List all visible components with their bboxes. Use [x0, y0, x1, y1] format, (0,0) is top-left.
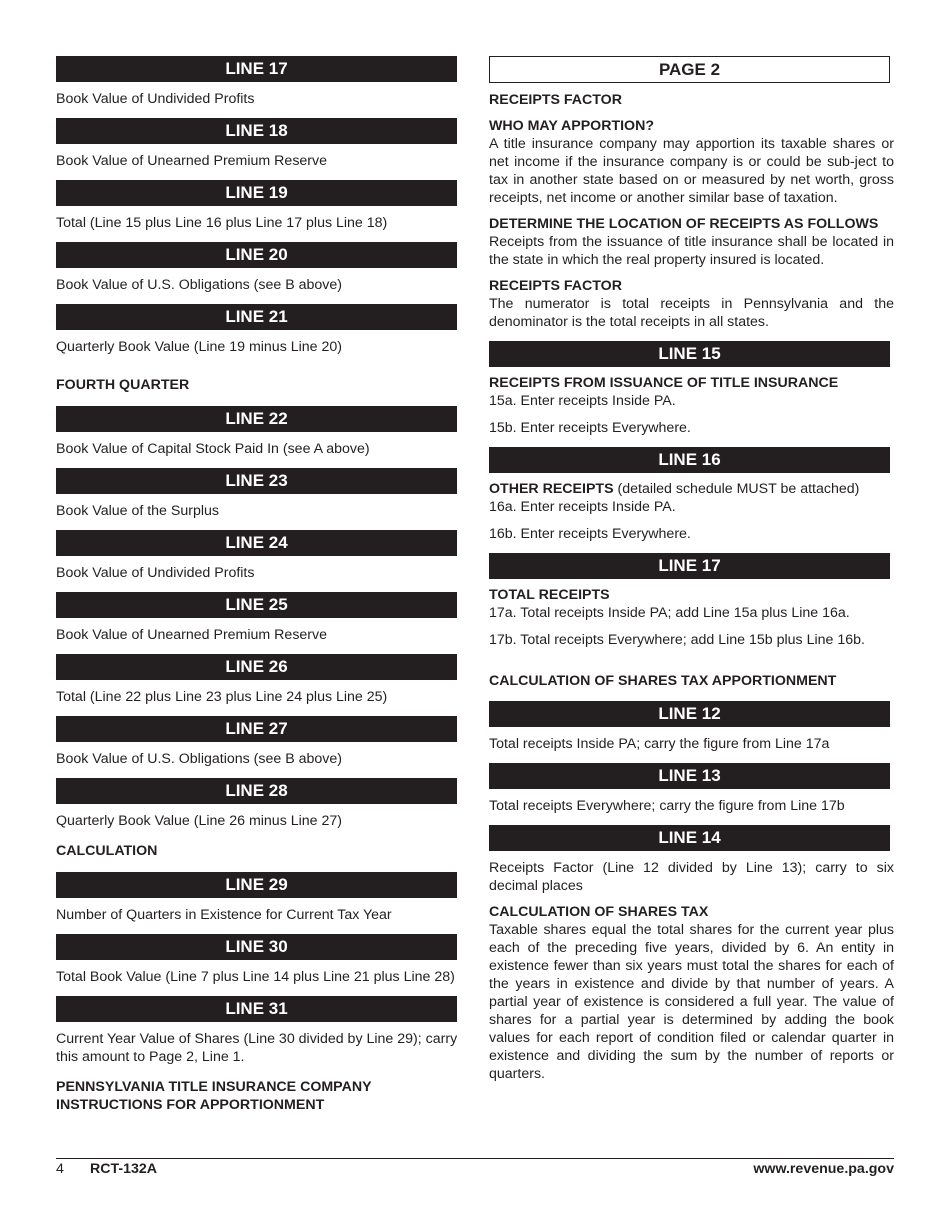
line-25-header: LINE 25 [56, 592, 457, 618]
who-may-apportion-text: A title insurance company may apportion its taxable shares or net income if the insurance company is or could be sub-ject to tax in another state based on or measured by net worth, gross receipts, net income or another similar base of taxation. [489, 136, 894, 206]
line-27-header: LINE 27 [56, 716, 457, 742]
right-column [489, 56, 894, 1083]
line-14-description: Receipts Factor (Line 12 divided by Line 13); carry to six decimal places [489, 860, 894, 894]
who-may-apportion-heading: WHO MAY APPORTION? [489, 118, 655, 134]
footer-rule [56, 1158, 894, 1159]
receipts-factor-heading-2: RECEIPTS FACTOR [489, 278, 622, 294]
line-18-description: Book Value of Unearned Premium Reserve [56, 153, 328, 169]
line-20-header: LINE 20 [56, 242, 457, 268]
line-21-header: LINE 21 [56, 304, 457, 330]
calculation-heading: CALCULATION [56, 843, 158, 859]
footer-form-id: RCT-132A [90, 1161, 158, 1177]
line-19-header: LINE 19 [56, 180, 457, 206]
receipts-factor-heading: RECEIPTS FACTOR [489, 92, 622, 108]
line-15-heading: RECEIPTS FROM ISSUANCE OF TITLE INSURANCE [489, 375, 839, 391]
footer-page-number: 4 [56, 1161, 64, 1177]
line-16-heading-row [489, 480, 894, 498]
line-28-header: LINE 28 [56, 778, 457, 804]
line-17a-text: 17a. Total receipts Inside PA; add Line 15a plus Line 16a. [489, 605, 850, 621]
line-22-header: LINE 22 [56, 406, 457, 432]
line-29-header: LINE 29 [56, 872, 457, 898]
line-24-description: Book Value of Undivided Profits [56, 565, 255, 581]
line-15b-text: 15b. Enter receipts Everywhere. [489, 420, 691, 436]
line-24-header: LINE 24 [56, 530, 457, 556]
line-14-header: LINE 14 [489, 825, 890, 851]
line-21-description: Quarterly Book Value (Line 19 minus Line 20) [56, 339, 343, 355]
determine-location-heading: DETERMINE THE LOCATION OF RECEIPTS AS FOLLOWS [489, 216, 879, 232]
calc-apportionment-heading: CALCULATION OF SHARES TAX APPORTIONMENT [489, 673, 837, 689]
receipts-factor-text: The numerator is total receipts in Pennsylvania and the denominator is the total receipts in all states. [489, 296, 894, 330]
line-20-description: Book Value of U.S. Obligations (see B above) [56, 277, 343, 293]
line-28-description: Quarterly Book Value (Line 26 minus Line 27) [56, 813, 343, 829]
line-30-description: Total Book Value (Line 7 plus Line 14 plus Line 21 plus Line 28) [56, 969, 455, 985]
line-13-header: LINE 13 [489, 763, 890, 789]
line-26-description: Total (Line 22 plus Line 23 plus Line 24 plus Line 25) [56, 689, 388, 705]
line-16-heading-note: (detailed schedule MUST be attached) [613, 481, 860, 497]
line-17-heading: TOTAL RECEIPTS [489, 587, 610, 603]
line-19-description: Total (Line 15 plus Line 16 plus Line 17 plus Line 18) [56, 215, 388, 231]
line-29-description: Number of Quarters in Existence for Current Tax Year [56, 907, 392, 923]
line-16-header: LINE 16 [489, 447, 890, 473]
line-13-description: Total receipts Everywhere; carry the figure from Line 17b [489, 798, 845, 814]
line-16a-text: 16a. Enter receipts Inside PA. [489, 499, 676, 515]
line-26-header: LINE 26 [56, 654, 457, 680]
line-15-header: LINE 15 [489, 341, 890, 367]
line-16b-text: 16b. Enter receipts Everywhere. [489, 526, 691, 542]
line-17-description: Book Value of Undivided Profits [56, 91, 255, 107]
line-17b-text: 17b. Total receipts Everywhere; add Line 15b plus Line 16b. [489, 632, 865, 648]
pa-apportionment-heading: PENNSYLVANIA TITLE INSURANCE COMPANY INSTRUCTIONS FOR APPORTIONMENT [56, 1079, 372, 1113]
line-25-description: Book Value of Unearned Premium Reserve [56, 627, 328, 643]
line-31-description: Current Year Value of Shares (Line 30 divided by Line 29); carry this amount to Page 2, Line 1. [56, 1031, 458, 1065]
line-17-right-header: LINE 17 [489, 553, 890, 579]
calc-shares-tax-text: Taxable shares equal the total shares for the current year plus each of the preceding five years, divided by 6. An entity in existence fewer than six years must total the shares for each of the years in existence and divide by that number of years. A partial year of existence is considered a full year. The value of shares for a partial year is determined by adding the book values for each report of condition filed or calendar quarter in existence and dividing the sum by the number of reports or quarters. [489, 922, 894, 1082]
line-17-header: LINE 17 [56, 56, 457, 82]
line-23-description: Book Value of the Surplus [56, 503, 219, 519]
line-15a-text: 15a. Enter receipts Inside PA. [489, 393, 676, 409]
fourth-quarter-heading: FOURTH QUARTER [56, 377, 190, 393]
line-22-description: Book Value of Capital Stock Paid In (see A above) [56, 441, 370, 457]
footer-website: www.revenue.pa.gov [753, 1161, 894, 1177]
line-31-header: LINE 31 [56, 996, 457, 1022]
line-23-header: LINE 23 [56, 468, 457, 494]
line-18-header: LINE 18 [56, 118, 457, 144]
line-27-description: Book Value of U.S. Obligations (see B above) [56, 751, 343, 767]
line-12-description: Total receipts Inside PA; carry the figure from Line 17a [489, 736, 830, 752]
determine-location-text: Receipts from the issuance of title insurance shall be located in the state in which the real property insured is located. [489, 234, 894, 268]
calc-shares-tax-heading: CALCULATION OF SHARES TAX [489, 904, 709, 920]
left-column [56, 56, 461, 1114]
line-30-header: LINE 30 [56, 934, 457, 960]
line-12-header: LINE 12 [489, 701, 890, 727]
page-2-label: PAGE 2 [489, 56, 890, 83]
line-16-heading: OTHER RECEIPTS [489, 481, 614, 497]
